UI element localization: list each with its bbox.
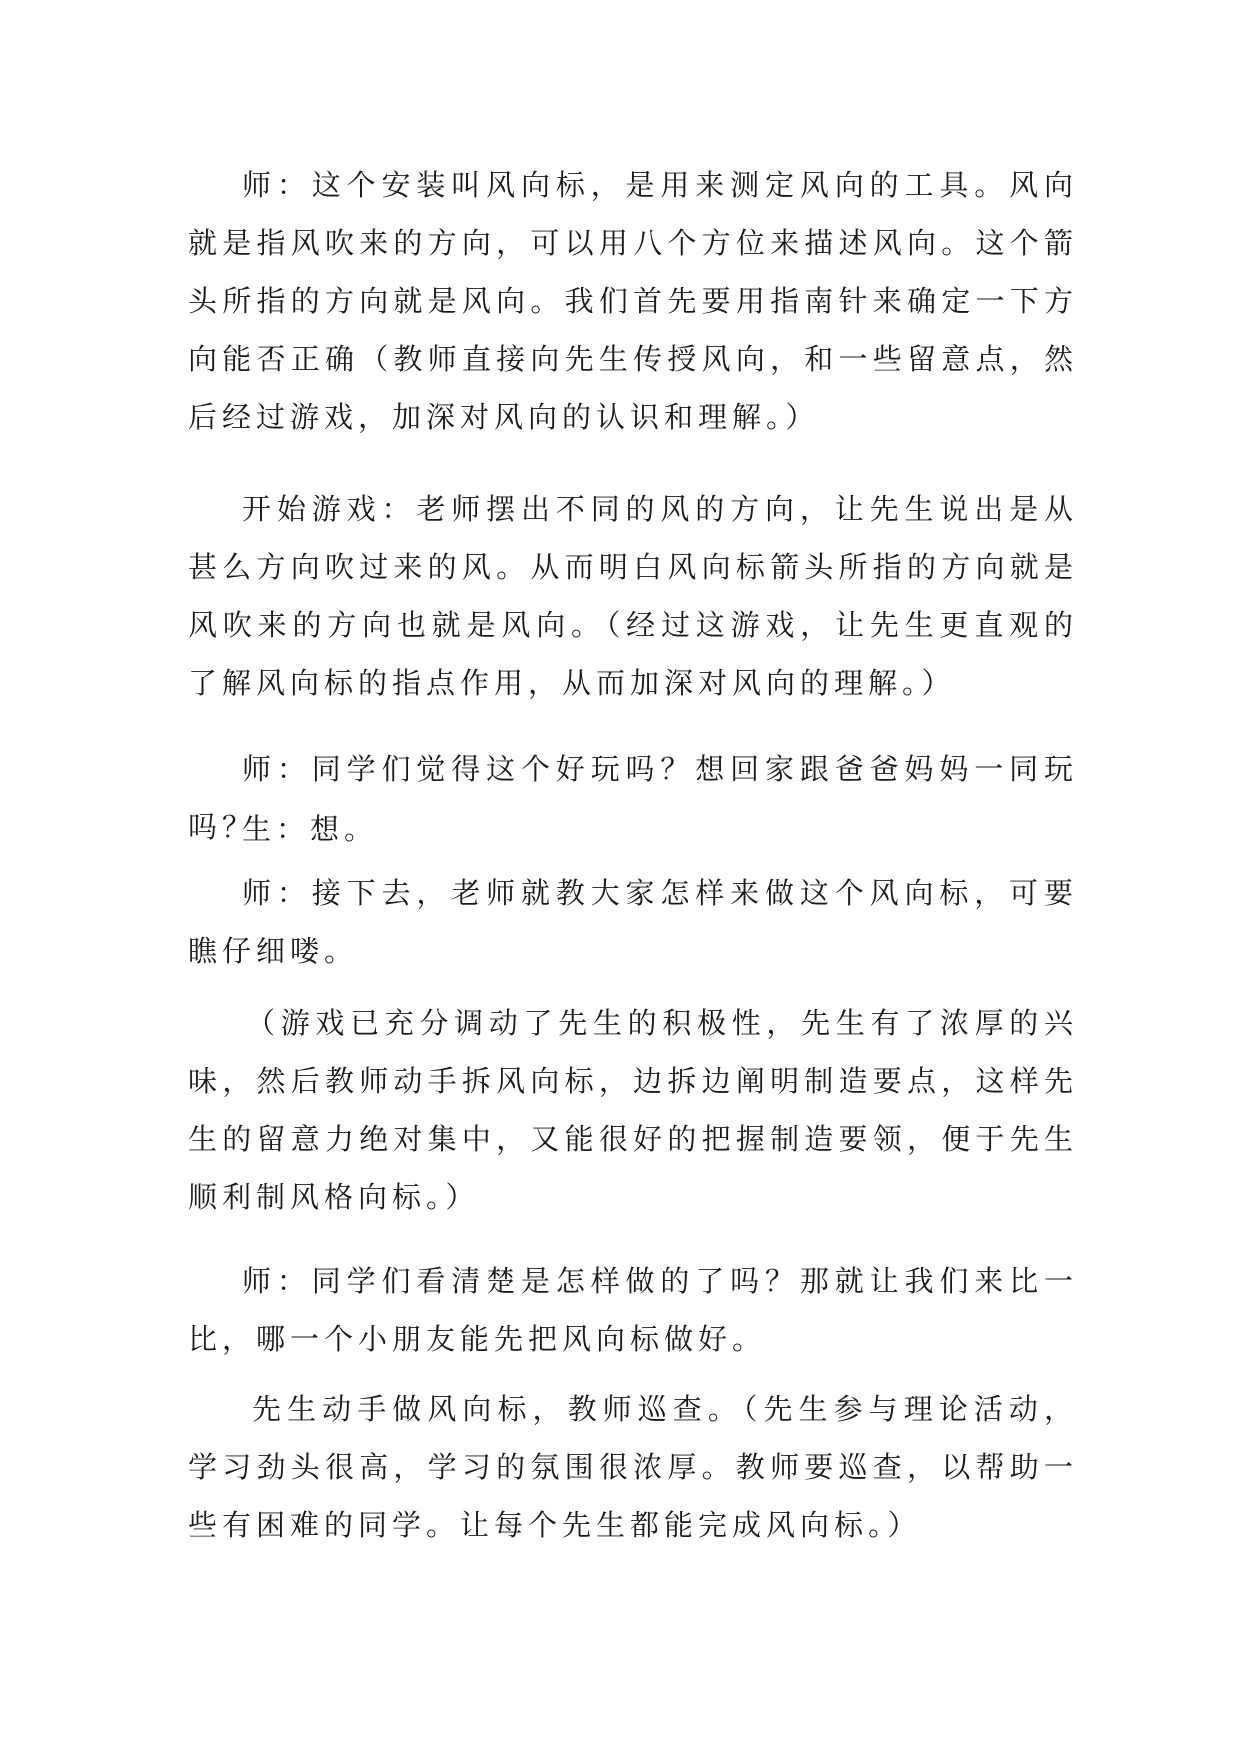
paragraph-student-answer: 生：想。 [242,812,379,846]
paragraph-teacher-next-step: 师：接下去，老师就教大家怎样来做这个风向标，可要瞧仔细喽。 [188,876,1078,968]
paragraph-game-start: 开始游戏：老师摆出不同的风的方向，让先生说出是从甚么方向吹过来的风。从而明白风向标箭头所指的方向就是风吹来的方向也就是风向。（经过这游戏，让先生更直观的了解风向标的指点作用，从而加深对风向的理解。） [188,492,1078,700]
paragraph-students-make-vane: 先生动手做风向标，教师巡查。（先生参与理论活动，学习劲头很高，学习的氛围很浓厚。教师要巡查，以帮助一些有困难的同学。让每个先生都能完成风向标。） [188,1392,1078,1542]
paragraph-teacher-wind-vane-intro: 师：这个安装叫风向标，是用来测定风向的工具。风向就是指风吹来的方向，可以用八个方位来描述风向。这个箭头所指的方向就是风向。我们首先要用指南针来确定一下方向能否正确（教师直接向先生传授风向，和一些留意点，然后经过游戏，加深对风向的认识和理解。） [188,168,1078,434]
paragraph-teacher-question-fun: 师：同学们觉得这个好玩吗？想回家跟爸爸妈妈一同玩吗？ [188,752,1078,844]
paragraph-game-note: （游戏已充分调动了先生的积极性，先生有了浓厚的兴味，然后教师动手拆风向标，边拆边阐明制造要点，这样先生的留意力绝对集中，又能很好的把握制造要领，便于先生顺利制风格向标。） [188,1006,1078,1214]
paragraph-teacher-competition: 师：同学们看清楚是怎样做的了吗？那就让我们来比一比，哪一个小朋友能先把风向标做好。 [188,1264,1078,1356]
